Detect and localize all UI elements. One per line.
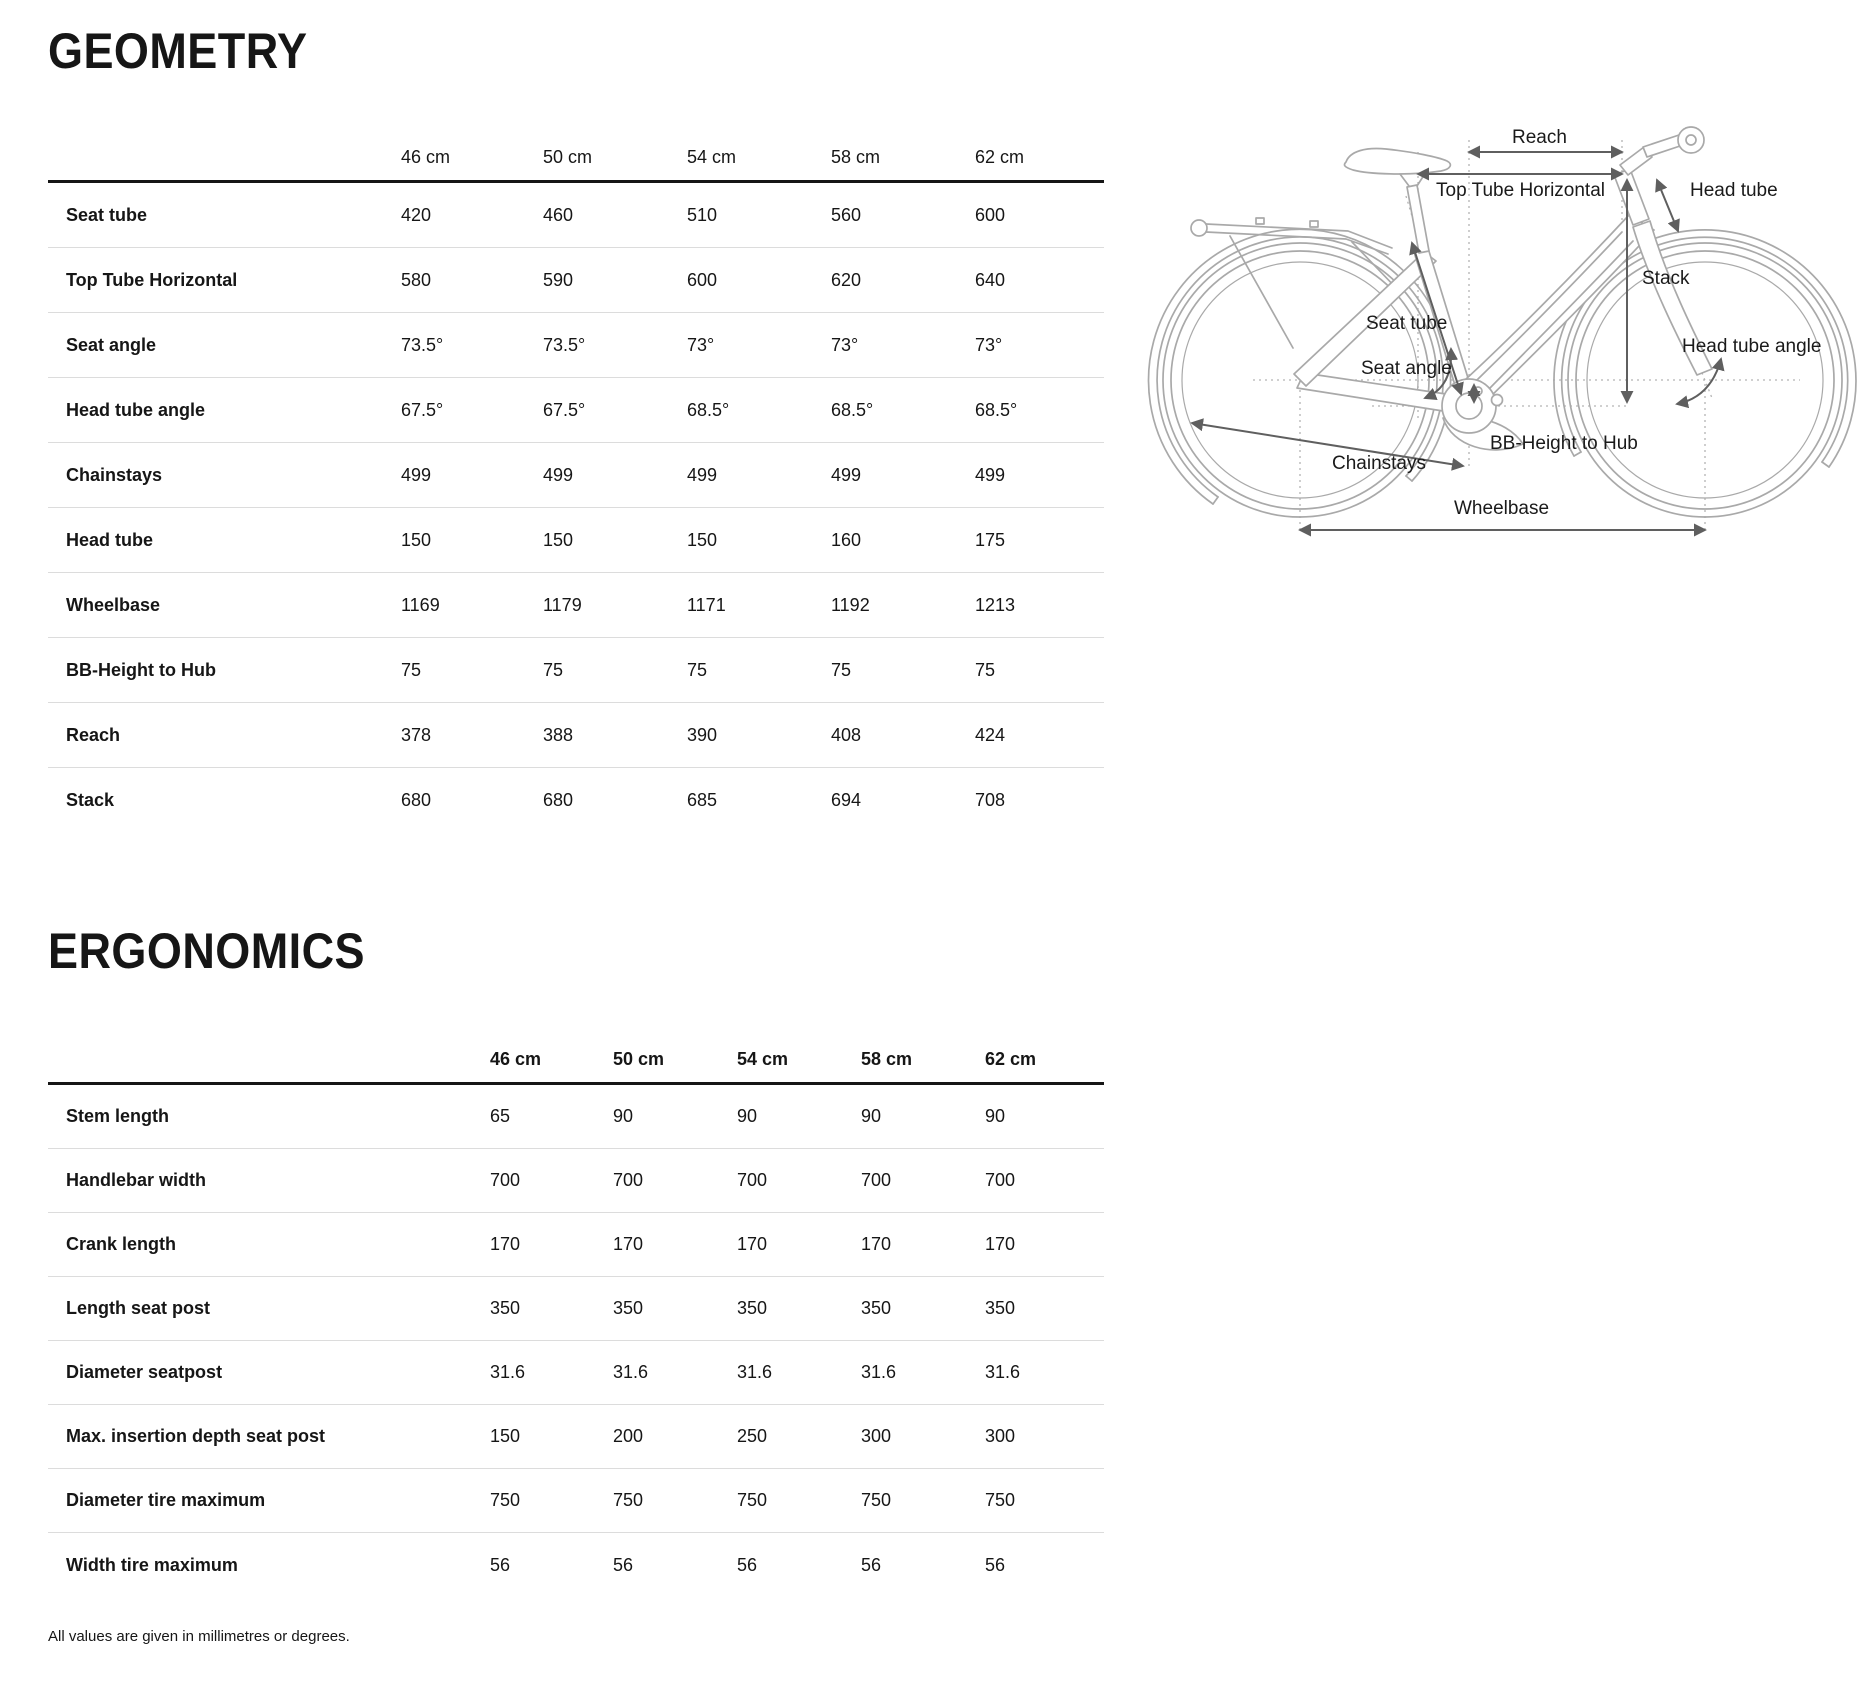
label-wheelbase: Wheelbase: [1454, 498, 1550, 519]
cell-value: 31.6: [985, 1362, 1021, 1382]
ergonomics-header-row: [48, 1020, 1104, 1085]
cell-value: 73°: [975, 334, 1003, 355]
cell-value: 460: [543, 204, 574, 225]
cell-value: 73.5°: [401, 334, 444, 355]
cell-value: 1179: [543, 594, 582, 615]
table-row: [48, 703, 1104, 768]
cell-value: 499: [975, 464, 1006, 485]
cell-value: 75: [975, 659, 996, 680]
cell-value: 388: [543, 724, 574, 745]
cell-value: 1169: [401, 594, 440, 615]
cell-value: 56: [985, 1554, 1006, 1575]
cell-value: 560: [831, 204, 862, 225]
cell-value: 250: [737, 1426, 768, 1446]
cell-value: 170: [613, 1234, 644, 1254]
column-header: 54 cm: [737, 1049, 789, 1069]
label-seat-tube: Seat tube: [1366, 313, 1448, 334]
cell-value: 56: [490, 1554, 511, 1575]
column-header: 50 cm: [543, 147, 593, 167]
cell-value: 750: [737, 1490, 768, 1510]
label-stack: Stack: [1642, 268, 1690, 289]
cell-value: 510: [687, 204, 718, 225]
cell-value: 1192: [831, 594, 870, 615]
table-row: [48, 638, 1104, 703]
cell-value: 680: [543, 790, 574, 810]
label-top-tube-horizontal: Top Tube Horizontal: [1436, 180, 1605, 201]
label-head-tube: Head tube: [1690, 180, 1778, 201]
row-label: Width tire maximum: [66, 1554, 238, 1575]
cell-value: 378: [401, 724, 432, 745]
cell-value: 56: [737, 1554, 758, 1575]
diagram-labels: [1332, 127, 1821, 519]
row-label: Top Tube Horizontal: [66, 269, 238, 290]
cell-value: 680: [401, 790, 432, 810]
cell-value: 75: [831, 659, 852, 680]
cell-value: 31.6: [490, 1362, 526, 1382]
table-row: [48, 1277, 1104, 1341]
bike-geometry-diagram: [1140, 100, 1862, 560]
table-row: [48, 508, 1104, 573]
cell-value: 90: [985, 1106, 1006, 1126]
column-header: 62 cm: [985, 1049, 1037, 1069]
label-seat-angle: Seat angle: [1361, 358, 1452, 379]
cell-value: 170: [985, 1234, 1016, 1254]
cell-value: 750: [861, 1490, 892, 1510]
table-row: [48, 183, 1104, 248]
cell-value: 75: [401, 659, 422, 680]
cell-value: 300: [861, 1426, 892, 1446]
cell-value: 700: [613, 1170, 644, 1190]
motor: [1442, 379, 1496, 433]
row-label: Max. insertion depth seat post: [66, 1426, 326, 1446]
cell-value: 350: [490, 1298, 521, 1318]
cell-value: 73°: [687, 334, 715, 355]
label-bb-height: BB-Height to Hub: [1490, 433, 1638, 454]
cell-value: 350: [861, 1298, 892, 1318]
cell-value: 68.5°: [687, 399, 730, 420]
geometry-header-row: [48, 130, 1104, 183]
column-header: 58 cm: [831, 147, 881, 167]
row-label: Crank length: [66, 1234, 177, 1254]
row-label: Chainstays: [66, 464, 163, 485]
cell-value: 31.6: [613, 1362, 649, 1382]
cell-value: 170: [861, 1234, 892, 1254]
table-row: [48, 1149, 1104, 1213]
row-label: Handlebar width: [66, 1170, 207, 1190]
cell-value: 499: [831, 464, 862, 485]
cell-value: 73°: [831, 334, 859, 355]
row-label: Head tube: [66, 529, 154, 550]
cell-value: 150: [401, 529, 432, 550]
cell-value: 75: [687, 659, 708, 680]
row-label: Stem length: [66, 1106, 170, 1126]
cell-value: 90: [613, 1106, 634, 1126]
column-header: 46 cm: [490, 1049, 542, 1069]
column-header: 46 cm: [401, 147, 451, 167]
cell-value: 420: [401, 204, 432, 225]
cell-value: 200: [613, 1426, 644, 1446]
cell-value: 90: [861, 1106, 882, 1126]
cell-value: 600: [975, 204, 1006, 225]
cell-value: 700: [985, 1170, 1016, 1190]
head-tube-shape: [1614, 169, 1649, 225]
cell-value: 499: [401, 464, 432, 485]
cell-value: 640: [975, 269, 1006, 290]
head-tube-arrow: [1657, 180, 1678, 231]
cell-value: 68.5°: [831, 399, 874, 420]
table-row: [48, 1405, 1104, 1469]
table-row: [48, 443, 1104, 508]
cell-value: 300: [985, 1426, 1016, 1446]
seat-post: [1407, 185, 1429, 253]
cell-value: 150: [543, 529, 574, 550]
cell-value: 600: [687, 269, 718, 290]
table-row: [48, 378, 1104, 443]
chainstay-tube: [1297, 373, 1466, 414]
cell-value: 150: [490, 1426, 521, 1446]
geometry-title: GEOMETRY: [48, 23, 308, 79]
cell-value: 150: [687, 529, 718, 550]
column-header: 58 cm: [861, 1049, 913, 1069]
footnote: All values are given in millimetres or degrees.: [48, 1628, 350, 1645]
row-label: BB-Height to Hub: [66, 659, 216, 680]
cell-value: 700: [490, 1170, 521, 1190]
row-label: Diameter tire maximum: [66, 1490, 266, 1510]
row-label: Seat angle: [66, 334, 157, 355]
table-row: [48, 768, 1104, 833]
table-row: [48, 573, 1104, 638]
row-label: Reach: [66, 724, 121, 745]
cell-value: 175: [975, 529, 1006, 550]
saddle: [1344, 149, 1450, 174]
cell-value: 408: [831, 724, 862, 745]
table-row: [48, 1213, 1104, 1277]
label-head-tube-angle: Head tube angle: [1682, 336, 1822, 357]
cell-value: 620: [831, 269, 862, 290]
ergonomics-title: ERGONOMICS: [48, 923, 366, 979]
row-label: Seat tube: [66, 204, 148, 225]
cell-value: 708: [975, 790, 1006, 810]
cell-value: 350: [613, 1298, 644, 1318]
cell-value: 31.6: [737, 1362, 773, 1382]
cell-value: 700: [737, 1170, 768, 1190]
cell-value: 350: [737, 1298, 768, 1318]
cell-value: 499: [543, 464, 574, 485]
label-chainstays: Chainstays: [1332, 453, 1426, 474]
row-label: Wheelbase: [66, 594, 161, 615]
cell-value: 499: [687, 464, 718, 485]
table-row: [48, 1341, 1104, 1405]
battery-line: [1490, 241, 1633, 388]
cell-value: 685: [687, 790, 718, 810]
ergonomics-table-body: [48, 1085, 1104, 1597]
cell-value: 694: [831, 790, 862, 810]
table-row: [48, 1085, 1104, 1149]
cell-value: 590: [543, 269, 574, 290]
geometry-table-body: [48, 183, 1104, 833]
cell-value: 31.6: [861, 1362, 897, 1382]
cell-value: 700: [861, 1170, 892, 1190]
column-header: 50 cm: [613, 1049, 665, 1069]
cell-value: 68.5°: [975, 399, 1018, 420]
table-row: [48, 248, 1104, 313]
handlebar-grip: [1678, 127, 1704, 153]
cell-value: 90: [737, 1106, 758, 1126]
cell-value: 750: [490, 1490, 521, 1510]
cell-value: 170: [490, 1234, 521, 1254]
label-reach: Reach: [1512, 127, 1567, 148]
cell-value: 1213: [975, 594, 1016, 615]
cell-value: 580: [401, 269, 432, 290]
cell-value: 390: [687, 724, 718, 745]
cell-value: 56: [861, 1554, 882, 1575]
row-label: Head tube angle: [66, 399, 206, 420]
ergonomics-table: [48, 1020, 1104, 1597]
cell-value: 65: [490, 1106, 511, 1126]
cell-value: 750: [985, 1490, 1016, 1510]
geometry-table: [48, 130, 1104, 833]
cell-value: 56: [613, 1554, 634, 1575]
column-header: 54 cm: [687, 147, 737, 167]
cell-value: 1171: [687, 594, 726, 615]
row-label: Stack: [66, 790, 115, 810]
cell-value: 750: [613, 1490, 644, 1510]
cell-value: 170: [737, 1234, 768, 1254]
row-label: Length seat post: [66, 1298, 211, 1318]
cell-value: 424: [975, 724, 1006, 745]
table-row: [48, 313, 1104, 378]
cell-value: 160: [831, 529, 862, 550]
cell-value: 350: [985, 1298, 1016, 1318]
cell-value: 73.5°: [543, 334, 586, 355]
table-row: [48, 1469, 1104, 1533]
cell-value: 67.5°: [401, 399, 444, 420]
cell-value: 75: [543, 659, 564, 680]
table-row: [48, 1533, 1104, 1597]
row-label: Diameter seatpost: [66, 1362, 223, 1382]
column-header: 62 cm: [975, 147, 1025, 167]
cell-value: 67.5°: [543, 399, 586, 420]
